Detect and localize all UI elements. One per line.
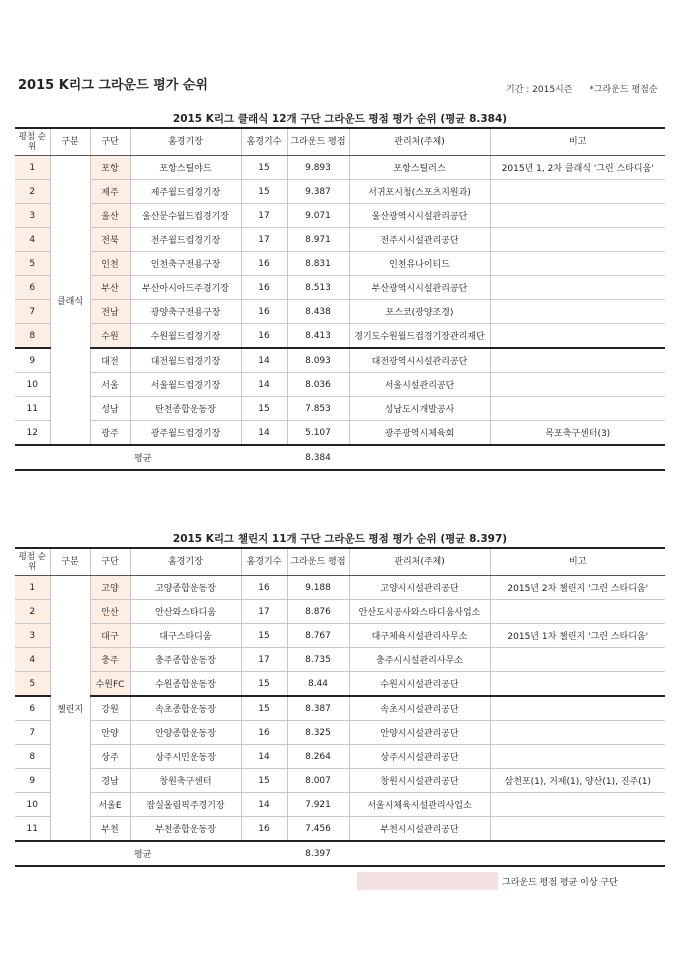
table-row <box>15 204 665 228</box>
manager-cell: 인천유나이티드 <box>349 252 490 276</box>
group-cell: 챌린지 <box>50 576 90 842</box>
table-row <box>15 300 665 324</box>
stadium-cell: 제주월드컵경기장 <box>130 180 241 204</box>
score-cell: 8.413 <box>287 324 349 349</box>
rank-cell: 9 <box>15 769 50 793</box>
rank-cell: 7 <box>15 721 50 745</box>
games-cell: 15 <box>241 397 287 421</box>
club-cell: 부산 <box>90 276 130 300</box>
header-row <box>15 548 665 576</box>
note-cell <box>490 324 665 349</box>
club-cell: 성남 <box>90 397 130 421</box>
score-cell: 7.456 <box>287 817 349 842</box>
score-cell: 8.036 <box>287 373 349 397</box>
games-cell: 17 <box>241 648 287 672</box>
manager-cell: 서귀포시청(스포츠지원과) <box>349 180 490 204</box>
rank-cell: 1 <box>15 576 50 600</box>
manager-cell: 고양시시설관리공단 <box>349 576 490 600</box>
average-spacer <box>349 841 665 866</box>
average-spacer <box>241 841 287 866</box>
stadium-cell: 대전월드컵경기장 <box>130 348 241 373</box>
club-cell: 수원 <box>90 324 130 349</box>
table-row <box>15 817 665 842</box>
rank-cell: 5 <box>15 252 50 276</box>
games-cell: 17 <box>241 600 287 624</box>
games-cell: 15 <box>241 624 287 648</box>
club-cell: 대전 <box>90 348 130 373</box>
note-cell <box>490 721 665 745</box>
club-cell: 안양 <box>90 721 130 745</box>
stadium-cell: 수원종합운동장 <box>130 672 241 697</box>
stadium-cell: 광양축구전용구장 <box>130 300 241 324</box>
rank-cell: 4 <box>15 228 50 252</box>
rank-cell: 2 <box>15 180 50 204</box>
club-cell: 광주 <box>90 421 130 446</box>
score-cell: 9.387 <box>287 180 349 204</box>
manager-cell: 부산광역시시설관리공단 <box>349 276 490 300</box>
rank-cell: 5 <box>15 672 50 697</box>
manager-cell: 대전광역시시설관리공단 <box>349 348 490 373</box>
manager-cell: 서울시설관리공단 <box>349 373 490 397</box>
manager-cell: 광주광역시체육회 <box>349 421 490 446</box>
note-cell <box>490 397 665 421</box>
score-cell: 8.876 <box>287 600 349 624</box>
table-row <box>15 624 665 648</box>
table-row <box>15 696 665 721</box>
rank-cell: 12 <box>15 421 50 446</box>
games-cell: 14 <box>241 373 287 397</box>
manager-cell: 상주시시설관리공단 <box>349 745 490 769</box>
stadium-cell: 울산문수월드컵경기장 <box>130 204 241 228</box>
manager-cell: 성남도시개발공사 <box>349 397 490 421</box>
note-cell <box>490 672 665 697</box>
games-cell: 15 <box>241 672 287 697</box>
games-cell: 17 <box>241 204 287 228</box>
club-cell: 안산 <box>90 600 130 624</box>
note-cell <box>490 817 665 842</box>
table-row <box>15 348 665 373</box>
table-row <box>15 228 665 252</box>
table-row <box>15 180 665 204</box>
club-cell: 고양 <box>90 576 130 600</box>
average-value: 8.397 <box>287 841 349 866</box>
rank-cell: 7 <box>15 300 50 324</box>
score-cell: 9.893 <box>287 156 349 180</box>
stadium-cell: 포항스틸야드 <box>130 156 241 180</box>
manager-cell: 수원시시설관리공단 <box>349 672 490 697</box>
column-header: 그라운드 평점 <box>287 548 349 576</box>
manager-cell: 안산도시공사와스타디움사업소 <box>349 600 490 624</box>
table-row <box>15 648 665 672</box>
page-title: 2015 K리그 그라운드 평가 순위 <box>18 78 208 93</box>
column-header: 홈경기장 <box>130 548 241 576</box>
period-text: 기간 : 2015시즌 <box>506 85 573 95</box>
column-header: 평점 순위 <box>15 548 50 576</box>
score-cell: 8.438 <box>287 300 349 324</box>
rank-cell: 6 <box>15 276 50 300</box>
manager-cell: 창원시시설관리공단 <box>349 769 490 793</box>
club-cell: 인천 <box>90 252 130 276</box>
games-cell: 16 <box>241 324 287 349</box>
games-cell: 14 <box>241 745 287 769</box>
club-cell: 충주 <box>90 648 130 672</box>
rank-cell: 8 <box>15 745 50 769</box>
rank-cell: 10 <box>15 373 50 397</box>
column-header: 관리처(주체) <box>349 548 490 576</box>
rank-cell: 4 <box>15 648 50 672</box>
column-header: 그라운드 평점 <box>287 128 349 156</box>
table-row <box>15 252 665 276</box>
club-cell: 대구 <box>90 624 130 648</box>
stadium-cell: 속초종합운동장 <box>130 696 241 721</box>
legend-label: 그라운드 평점 평균 이상 구단 <box>502 877 618 888</box>
note-cell: 삼천포(1), 거제(1), 양산(1), 진주(1) <box>490 769 665 793</box>
club-cell: 전남 <box>90 300 130 324</box>
games-cell: 16 <box>241 721 287 745</box>
club-cell: 부천 <box>90 817 130 842</box>
rank-cell: 11 <box>15 817 50 842</box>
average-spacer <box>15 445 130 470</box>
order-note: *그라운드 평점순 <box>589 85 658 95</box>
note-cell <box>490 600 665 624</box>
header-row <box>15 128 665 156</box>
score-cell: 8.007 <box>287 769 349 793</box>
score-cell: 7.853 <box>287 397 349 421</box>
club-cell: 울산 <box>90 204 130 228</box>
score-cell: 8.264 <box>287 745 349 769</box>
games-cell: 16 <box>241 276 287 300</box>
note-cell <box>490 745 665 769</box>
column-header: 홈경기수 <box>241 548 287 576</box>
club-cell: 제주 <box>90 180 130 204</box>
challenge-table-title: 2015 K리그 챌린지 11개 구단 그라운드 평점 평가 순위 (평균 8.397) <box>172 533 508 545</box>
average-row <box>15 841 665 866</box>
average-row <box>15 445 665 470</box>
average-label: 평균 <box>130 445 241 470</box>
column-header: 홈경기장 <box>130 128 241 156</box>
score-cell: 8.093 <box>287 348 349 373</box>
note-cell <box>490 276 665 300</box>
rank-cell: 6 <box>15 696 50 721</box>
manager-cell: 속초시시설관리공단 <box>349 696 490 721</box>
rank-cell: 3 <box>15 204 50 228</box>
club-cell: 상주 <box>90 745 130 769</box>
table-row <box>15 672 665 697</box>
games-cell: 17 <box>241 228 287 252</box>
score-cell: 8.767 <box>287 624 349 648</box>
column-header: 평점 순위 <box>15 128 50 156</box>
page-meta <box>506 82 658 95</box>
manager-cell: 대구체육시설관리사무소 <box>349 624 490 648</box>
stadium-cell: 충주종합운동장 <box>130 648 241 672</box>
note-cell <box>490 228 665 252</box>
score-cell: 7.921 <box>287 793 349 817</box>
note-cell <box>490 696 665 721</box>
table-row <box>15 373 665 397</box>
score-cell: 8.325 <box>287 721 349 745</box>
stadium-cell: 대구스타디움 <box>130 624 241 648</box>
games-cell: 16 <box>241 300 287 324</box>
note-cell: 2015년 2차 챌린지 '그린 스타디움' <box>490 576 665 600</box>
note-cell <box>490 793 665 817</box>
score-cell: 9.071 <box>287 204 349 228</box>
score-cell: 8.44 <box>287 672 349 697</box>
stadium-cell: 광주월드컵경기장 <box>130 421 241 446</box>
games-cell: 16 <box>241 576 287 600</box>
score-cell: 8.513 <box>287 276 349 300</box>
column-header: 관리처(주체) <box>349 128 490 156</box>
games-cell: 14 <box>241 793 287 817</box>
stadium-cell: 부천종합운동장 <box>130 817 241 842</box>
rank-cell: 3 <box>15 624 50 648</box>
score-cell: 8.735 <box>287 648 349 672</box>
column-header: 구단 <box>90 128 130 156</box>
stadium-cell: 안양종합운동장 <box>130 721 241 745</box>
club-cell: 포항 <box>90 156 130 180</box>
table-row <box>15 793 665 817</box>
rank-cell: 8 <box>15 324 50 349</box>
rank-cell: 1 <box>15 156 50 180</box>
club-cell: 서울 <box>90 373 130 397</box>
score-cell: 5.107 <box>287 421 349 446</box>
column-header: 구단 <box>90 548 130 576</box>
note-cell <box>490 300 665 324</box>
table-row <box>15 421 665 446</box>
score-cell: 8.971 <box>287 228 349 252</box>
table-row <box>15 324 665 349</box>
club-cell: 서울E <box>90 793 130 817</box>
note-cell <box>490 180 665 204</box>
stadium-cell: 안산와스타디움 <box>130 600 241 624</box>
games-cell: 14 <box>241 421 287 446</box>
table-row <box>15 769 665 793</box>
stadium-cell: 창원축구센터 <box>130 769 241 793</box>
manager-cell: 안양시시설관리공단 <box>349 721 490 745</box>
table-row <box>15 576 665 600</box>
score-cell: 9.188 <box>287 576 349 600</box>
table-row <box>15 745 665 769</box>
table-row <box>15 156 665 180</box>
score-cell: 8.831 <box>287 252 349 276</box>
legend-swatch <box>357 872 498 890</box>
note-cell <box>490 373 665 397</box>
manager-cell: 부천시시설관리공단 <box>349 817 490 842</box>
club-cell: 강원 <box>90 696 130 721</box>
note-cell: 목포축구센터(3) <box>490 421 665 446</box>
average-spacer <box>15 841 130 866</box>
games-cell: 16 <box>241 817 287 842</box>
games-cell: 15 <box>241 769 287 793</box>
average-spacer <box>241 445 287 470</box>
manager-cell: 울산광역시시설관리공단 <box>349 204 490 228</box>
games-cell: 16 <box>241 252 287 276</box>
stadium-cell: 서울월드컵경기장 <box>130 373 241 397</box>
manager-cell: 전주시시설관리공단 <box>349 228 490 252</box>
column-header: 구분 <box>50 548 90 576</box>
club-cell: 경남 <box>90 769 130 793</box>
column-header: 홈경기수 <box>241 128 287 156</box>
stadium-cell: 수원월드컵경기장 <box>130 324 241 349</box>
manager-cell: 서울시체육시설관리사업소 <box>349 793 490 817</box>
column-header: 비고 <box>490 548 665 576</box>
games-cell: 15 <box>241 156 287 180</box>
rank-cell: 10 <box>15 793 50 817</box>
average-label: 평균 <box>130 841 241 866</box>
note-cell <box>490 252 665 276</box>
games-cell: 15 <box>241 696 287 721</box>
note-cell <box>490 204 665 228</box>
average-value: 8.384 <box>287 445 349 470</box>
rank-cell: 11 <box>15 397 50 421</box>
club-cell: 전북 <box>90 228 130 252</box>
rank-cell: 2 <box>15 600 50 624</box>
stadium-cell: 인천축구전용구장 <box>130 252 241 276</box>
average-spacer <box>349 445 665 470</box>
manager-cell: 충주시시설관리사무소 <box>349 648 490 672</box>
stadium-cell: 상주시민운동장 <box>130 745 241 769</box>
column-header: 구분 <box>50 128 90 156</box>
note-cell: 2015년 1, 2차 클래식 '그린 스타디움' <box>490 156 665 180</box>
group-cell: 클래식 <box>50 156 90 446</box>
stadium-cell: 탄천종합운동장 <box>130 397 241 421</box>
stadium-cell: 잠실올림픽주경기장 <box>130 793 241 817</box>
note-cell <box>490 648 665 672</box>
club-cell: 수원FC <box>90 672 130 697</box>
challenge-ranking-table <box>15 547 665 867</box>
table-row <box>15 276 665 300</box>
classic-table-title: 2015 K리그 클래식 12개 구단 그라운드 평점 평가 순위 (평균 8.384) <box>172 113 508 125</box>
manager-cell: 포스코(광양조경) <box>349 300 490 324</box>
rank-cell: 9 <box>15 348 50 373</box>
stadium-cell: 전주월드컵경기장 <box>130 228 241 252</box>
games-cell: 15 <box>241 180 287 204</box>
stadium-cell: 부산아시아드주경기장 <box>130 276 241 300</box>
manager-cell: 경기도수원월드컵경기장관리재단 <box>349 324 490 349</box>
note-cell: 2015년 1차 챌린지 '그린 스타디움' <box>490 624 665 648</box>
table-row <box>15 397 665 421</box>
score-cell: 8.387 <box>287 696 349 721</box>
note-cell <box>490 348 665 373</box>
classic-ranking-table <box>15 127 665 471</box>
table-row <box>15 721 665 745</box>
table-row <box>15 600 665 624</box>
legend <box>357 872 618 890</box>
manager-cell: 포항스틸러스 <box>349 156 490 180</box>
games-cell: 14 <box>241 348 287 373</box>
column-header: 비고 <box>490 128 665 156</box>
stadium-cell: 고양종합운동장 <box>130 576 241 600</box>
